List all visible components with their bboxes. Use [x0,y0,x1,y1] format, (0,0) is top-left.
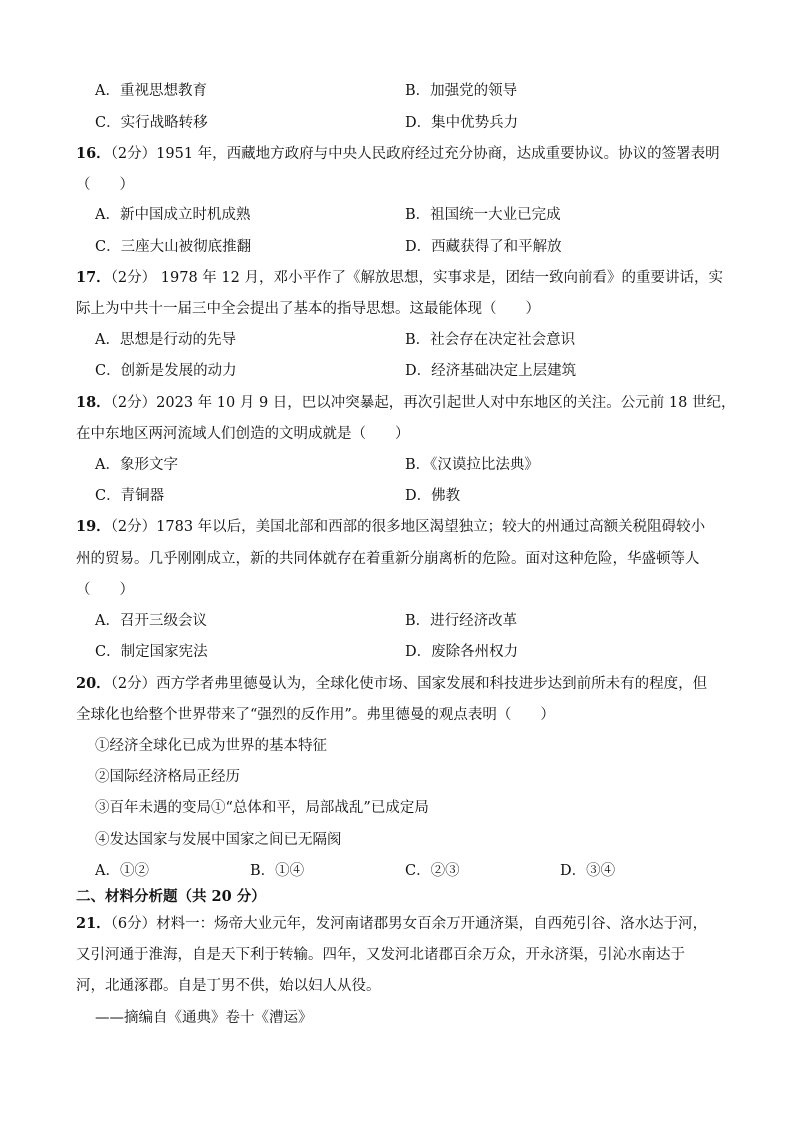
q19-stem-line1 [76,517,705,537]
q21-stem-line1 [76,914,707,934]
q15-option-d: D．集中优势兵力 [405,115,519,131]
q20-item-3: ③百年未遇的变局①“总体和平，局部战乱”已成定局 [95,800,429,816]
q19-option-a: A．召开三级会议 [95,613,207,629]
q19-option-b: B．进行经济改革 [405,613,518,629]
q21-stem-line2: 又引河通于淮海，自是天下利于转输。四年，又发河北诸郡百余万众，开永济渠，引沁水南达于 [76,947,685,963]
q20-item-1: ①经济全球化已成为世界的基本特征 [95,738,327,754]
q16-option-b: B．祖国统一大业已完成 [405,207,561,223]
q17-option-c: C．创新是发展的动力 [95,363,237,379]
q21-text: （6分）材料一：炀帝大业元年，发河南诸郡男女百余万开通济渠，自西苑引谷、洛水达于河， [110,916,708,932]
q21-stem-line3: 河，北通涿郡。自是丁男不供，始以妇人从役。 [76,978,381,994]
q17-option-b: B．社会存在决定社会意识 [405,332,576,348]
q17-option-a: A．思想是行动的先导 [95,332,236,348]
q20-text: （2分）西方学者弗里德曼认为，全球化使市场、国家发展和科技进步达到前所未有的程度，但 [110,676,708,692]
q20-item-2: ②国际经济格局正经历 [95,769,240,785]
q15-option-a: A．重视思想教育 [95,83,207,99]
q19-stem-line2: 州的贸易。几乎刚刚成立，新的共同体就存在着重新分崩离析的危险。面对这种危险，华盛顿等人 [76,551,700,567]
q17-text: （2分） 1978 年 12 月，邓小平作了《解放思想，实事求是，团结一致向前看》的重要讲话，实 [110,270,723,286]
section-title: 二、材料分析题（共 20 分） [76,888,266,905]
q16-option-a: A．新中国成立时机成熟 [95,207,251,223]
q20-option-b: B．①④ [250,863,305,879]
q21-source: ——摘编自《通典》卷十《漕运》 [95,1010,313,1026]
q16-text: （2分）1951 年，西藏地方政府与中央人民政府经过充分协商，达成重要协议。协议的签署表明 [110,146,720,162]
q15-option-c: C．实行战略转移 [95,115,208,131]
q20-number: 20． [76,675,111,692]
q19-text: （2分）1783 年以后，美国北部和西部的很多地区渴望独立；较大的州通过高额关税阻碍较小 [110,519,706,535]
q21-number: 21． [76,915,111,932]
q17-option-d: D．经济基础决定上层建筑 [405,363,577,379]
q16-stem-line2: （ ） [76,177,134,193]
q20-stem-line1 [76,674,707,694]
q19-option-d: D．废除各州权力 [405,644,519,660]
q18-option-b: B．《汉谟拉比法典》 [405,457,539,473]
q16-stem-line1 [76,144,720,164]
q18-stem-line1 [76,393,735,413]
q15-option-b: B．加强党的领导 [405,83,518,99]
q16-option-d: D．西藏获得了和平解放 [405,239,562,255]
q20-option-c: C．②③ [405,863,460,879]
q18-text: （2分）2023 年 10 月 9 日，巴以冲突暴起，再次引起世人对中东地区的关注。公元前 18 世纪， [110,395,736,411]
q18-stem-line2: 在中东地区两河流域人们创造的文明成就是（ ） [76,426,410,442]
q18-option-a: A．象形文字 [95,457,178,473]
q19-stem-line3: （ ） [76,582,134,598]
q16-number: 16． [76,145,111,162]
q17-stem-line1 [76,268,723,288]
q20-option-d: D．③④ [560,863,616,879]
q19-number: 19． [76,518,111,535]
q16-option-c: C．三座大山被彻底推翻 [95,239,252,255]
q20-option-a: A．①② [95,863,149,879]
q18-option-c: C．青铜器 [95,488,165,504]
q20-item-4: ④发达国家与发展中国家之间已无隔阂 [95,832,342,848]
q18-option-d: D．佛教 [405,488,461,504]
q17-stem-line2: 际上为中共十一届三中全会提出了基本的指导思想。这最能体现（ ） [76,301,540,317]
q18-number: 18． [76,394,111,411]
q17-number: 17． [76,269,111,286]
q19-option-c: C．制定国家宪法 [95,644,208,660]
q20-stem-line2: 全球化也给整个世界带来了“强烈的反作用”。弗里德曼的观点表明（ ） [76,707,555,723]
